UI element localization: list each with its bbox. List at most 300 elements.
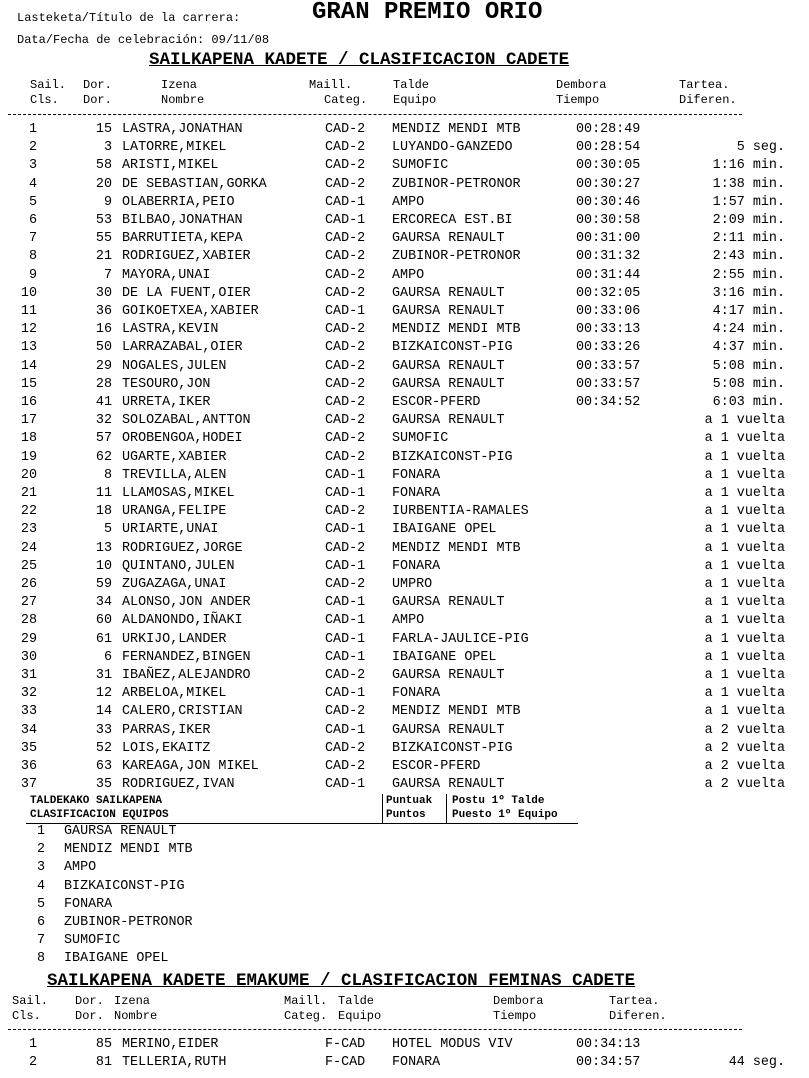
category-cell: CAD-1 [325,631,366,647]
team-cell: MENDIZ MENDI MTB [392,122,521,137]
gap-cell: a 1 vuelta [704,595,785,611]
table-row [0,668,809,686]
table-row [0,377,809,395]
team-name: GAURSA RENAULT [64,824,177,839]
bib-cell: 9 [103,194,112,210]
gap-cell: a 1 vuelta [704,522,785,538]
team-cell: ESCOR-PFERD [392,759,481,774]
time-cell: 00:34:13 [576,1037,641,1052]
col-sail: Sail. [30,78,67,92]
position-cell: 23 [20,522,37,538]
team-cell: AMPO [392,613,425,629]
table-row [0,577,809,595]
position-cell: 30 [20,649,37,665]
position-cell: 35 [20,740,37,756]
table-row [0,431,809,449]
team-position: 2 [36,842,45,858]
name-cell: FERNANDEZ,BINGEN [122,649,251,665]
category-cell: CAD-2 [325,413,366,429]
col-dor: Dor. [83,78,112,92]
category-cell: CAD-1 [325,467,366,483]
bib-cell: 16 [95,322,112,338]
table-row [0,777,809,795]
race-date: Data/Fecha de celebración: 09/11/08 [17,33,270,47]
bib-cell: 60 [95,613,112,629]
team-cell: FONARA [392,467,441,483]
team-cell: MENDIZ MENDI MTB [392,704,521,720]
team-cell: UMPRO [392,577,433,592]
position-cell: 31 [20,668,37,683]
team-cell: GAURSA RENAULT [392,285,505,301]
name-cell: RODRIGUEZ,XABIER [122,249,251,265]
team-cell: FARLA-JAULICE-PIG [392,631,529,647]
category-cell: CAD-1 [325,194,366,210]
category-cell: CAD-1 [325,304,366,319]
position-cell: 18 [20,431,37,447]
category-cell: CAD-1 [325,558,366,574]
bib-cell: 58 [95,158,112,174]
category-cell: CAD-1 [325,522,366,538]
gap-cell: a 1 vuelta [704,649,785,665]
table-row [0,504,809,522]
category-cell: CAD-2 [325,759,366,774]
team-cell: GAURSA RENAULT [392,304,505,319]
team-name: SUMOFIC [64,933,121,949]
position-cell: 3 [28,158,37,174]
bib-cell: 11 [95,486,112,501]
team-cell: BIZKAICONST-PIG [392,740,513,756]
team-cell: HOTEL MODUS VIV [392,1037,513,1052]
bib-cell: 8 [103,467,112,483]
team-cell: MENDIZ MENDI MTB [392,322,521,338]
list-item [0,897,809,915]
table-row [0,595,809,613]
gap-cell: 5:08 min. [712,376,785,392]
bib-cell: 55 [95,231,112,247]
position-cell: 1 [28,122,37,137]
gap-cell: a 2 vuelta [704,740,785,756]
gap-cell: 2:09 min. [712,213,785,228]
team-cell: BIZKAICONST-PIG [392,340,513,356]
bib-cell: 14 [95,704,112,720]
teams-first-eu: Postu 1º Talde [452,795,545,807]
col-equipo: Equipo [393,93,437,107]
name-cell: LOIS,EKAITZ [122,740,211,756]
gap-cell: a 1 vuelta [704,668,785,683]
time-cell: 00:34:57 [576,1055,641,1071]
team-cell: ESCOR-PFERD [392,395,481,410]
position-cell: 10 [20,285,37,301]
name-cell: MAYORA,UNAI [122,267,211,283]
position-cell: 4 [28,176,37,192]
name-cell: LASTRA,KEVIN [122,322,219,338]
table-row [0,741,809,759]
bib-cell: 59 [95,577,112,592]
table-row [0,140,809,158]
bib-cell: 28 [95,376,112,392]
bib-cell: 10 [95,558,112,574]
team-cell: GAURSA RENAULT [392,668,505,683]
col-cls: Cls. [30,93,59,107]
table-row [0,613,809,631]
feminas-section-title: SAILKAPENA KADETE EMAKUME / CLASIFICACION FEMINAS CADETE [47,971,636,991]
bib-cell: 3 [103,140,112,156]
teams-col-divider-1 [382,794,383,823]
name-cell: ALDANONDO,IÑAKI [122,613,243,629]
gap-cell: 1:16 min. [712,158,785,174]
table-row [0,759,809,777]
category-cell: CAD-2 [325,285,366,301]
bib-cell: 20 [95,176,112,192]
team-position: 7 [36,933,45,949]
position-cell: 37 [20,777,37,793]
gap-cell: 4:37 min. [712,340,785,356]
table-row [0,195,809,213]
name-cell: LATORRE,MIKEL [122,140,227,156]
gap-cell: a 1 vuelta [704,631,785,647]
gap-cell: a 1 vuelta [704,613,785,629]
name-cell: ALONSO,JON ANDER [122,595,251,611]
gap-cell: a 2 vuelta [704,777,785,793]
name-cell: ARISTI,MIKEL [122,158,219,174]
name-cell: DE LA FUENT,OIER [122,285,251,301]
list-item [0,824,809,842]
table-row [0,450,809,468]
team-cell: IBAIGANE OPEL [392,522,497,538]
bib-cell: 21 [95,249,112,265]
category-cell: CAD-1 [325,595,366,611]
position-cell: 13 [20,340,37,356]
col-dor-es: Dor. [83,93,112,107]
position-cell: 32 [20,686,37,702]
team-cell: FONARA [392,1055,441,1071]
name-cell: LLAMOSAS,MIKEL [122,486,235,501]
bib-cell: 5 [103,522,112,538]
bib-cell: 53 [95,213,112,228]
position-cell: 6 [28,213,37,228]
gap-cell: a 1 vuelta [704,467,785,483]
position-cell: 9 [28,267,37,283]
category-cell: CAD-1 [325,486,366,501]
category-cell: CAD-1 [325,613,366,629]
team-cell: SUMOFIC [392,158,449,174]
team-position: 4 [36,878,45,894]
col-categ: Categ. [324,93,368,107]
fem-col-diferen: Diferen. [609,1009,667,1023]
fem-col-dor: Dor. [75,994,104,1008]
category-cell: CAD-1 [325,686,366,702]
cadete-header-divider [8,114,742,115]
team-cell: GAURSA RENAULT [392,777,505,793]
category-cell: CAD-2 [325,704,366,720]
name-cell: KAREAGA,JON MIKEL [122,759,259,774]
cadete-section-title: SAILKAPENA KADETE / CLASIFICACION CADETE [149,50,570,70]
gap-cell: a 1 vuelta [704,540,785,556]
fem-col-izena: Izena [114,994,151,1008]
team-cell: ERCORECA EST.BI [392,213,513,228]
col-talde: Talde [393,78,430,92]
table-row [0,158,809,176]
fem-col-talde: Talde [338,994,375,1008]
table-row [0,486,809,504]
team-position: 8 [36,951,45,967]
time-cell: 00:33:06 [576,304,641,319]
category-cell: CAD-2 [325,267,366,283]
position-cell: 24 [20,540,37,556]
gap-cell: 1:57 min. [712,194,785,210]
time-cell: 00:28:49 [576,122,641,137]
fem-col-categ: Categ. [284,1009,328,1023]
gap-cell: a 1 vuelta [704,558,785,574]
gap-cell: a 1 vuelta [704,504,785,520]
gap-cell: a 2 vuelta [704,759,785,774]
list-item [0,860,809,878]
table-row [0,686,809,704]
bib-cell: 15 [95,122,112,137]
table-row [0,723,809,741]
category-cell: CAD-1 [325,213,366,228]
time-cell: 00:30:05 [576,158,641,174]
team-cell: MENDIZ MENDI MTB [392,540,521,556]
team-position: 5 [36,896,45,912]
name-cell: BILBAO,JONATHAN [122,213,243,228]
time-cell: 00:30:58 [576,213,641,228]
bib-cell: 61 [95,631,112,647]
bib-cell: 33 [95,722,112,738]
position-cell: 29 [20,631,37,647]
name-cell: LASTRA,JONATHAN [122,122,243,137]
race-name: GRAN PREMIO ORIO [312,0,543,26]
name-cell: URKIJO,LANDER [122,631,227,647]
team-cell: AMPO [392,194,425,210]
gap-cell: a 1 vuelta [704,449,785,465]
category-cell: CAD-2 [325,449,366,465]
name-cell: UGARTE,XABIER [122,449,227,465]
col-tartea: Tartea. [679,78,730,92]
name-cell: DE SEBASTIAN,GORKA [122,176,267,192]
category-cell: CAD-2 [325,577,366,592]
position-cell: 5 [28,194,37,210]
name-cell: GOIKOETXEA,XABIER [122,304,259,319]
time-cell: 00:33:13 [576,322,641,338]
name-cell: BARRUTIETA,KEPA [122,231,243,247]
teams-title-eu: TALDEKAKO SAILKAPENA [30,795,163,807]
bib-cell: 36 [95,304,112,319]
category-cell: CAD-2 [325,231,366,247]
bib-cell: 29 [95,358,112,374]
position-cell: 19 [20,449,37,465]
category-cell: CAD-2 [325,358,366,374]
bib-cell: 85 [95,1037,112,1052]
name-cell: IBAÑEZ,ALEJANDRO [122,668,251,683]
table-row [0,650,809,668]
name-cell: RODRIGUEZ,IVAN [122,777,235,793]
col-dembora: Dembora [556,78,607,92]
team-cell: SUMOFIC [392,431,449,447]
name-cell: RODRIGUEZ,JORGE [122,540,243,556]
time-cell: 00:30:46 [576,194,641,210]
fem-col-nombre: Nombre [114,1009,158,1023]
bib-cell: 32 [95,413,112,429]
team-name: MENDIZ MENDI MTB [64,842,193,858]
time-cell: 00:33:26 [576,340,641,356]
team-cell: ZUBINOR-PETRONOR [392,249,521,265]
position-cell: 17 [20,413,37,429]
teams-points-eu: Puntuak [386,795,433,807]
table-row [0,1037,809,1055]
col-maill: Maill. [309,78,353,92]
table-row [0,395,809,413]
table-row [0,413,809,431]
gap-cell: 1:38 min. [712,176,785,192]
team-cell: FONARA [392,486,441,501]
table-row [0,340,809,358]
feminas-header-divider [8,1029,742,1030]
col-diferen: Diferen. [679,93,737,107]
position-cell: 28 [20,613,37,629]
table-row [0,632,809,650]
team-cell: IBAIGANE OPEL [392,649,497,665]
col-nombre: Nombre [161,93,205,107]
teams-points-es: Puntos [386,809,426,821]
name-cell: URANGA,FELIPE [122,504,227,520]
position-cell: 21 [20,486,37,501]
race-title-label: Lasteketa/Título de la carrera: [17,11,241,25]
team-name: FONARA [64,896,113,912]
table-row [0,286,809,304]
list-item [0,842,809,860]
table-row [0,177,809,195]
team-cell: GAURSA RENAULT [392,595,505,611]
bib-cell: 52 [95,740,112,756]
gap-cell: 44 seg. [728,1055,785,1071]
category-cell: CAD-2 [325,322,366,338]
team-cell: GAURSA RENAULT [392,376,505,392]
table-row [0,122,809,140]
table-row [0,704,809,722]
category-cell: CAD-1 [325,649,366,665]
team-cell: FONARA [392,686,441,702]
table-row [0,304,809,322]
bib-cell: 13 [95,540,112,556]
category-cell: CAD-2 [325,540,366,556]
table-row [0,231,809,249]
position-cell: 22 [20,504,37,520]
bib-cell: 6 [103,649,112,665]
team-name: BIZKAICONST-PIG [64,878,185,894]
bib-cell: 12 [95,686,112,702]
fem-col-tiempo: Tiempo [493,1009,537,1023]
category-cell: CAD-2 [325,431,366,447]
team-cell: AMPO [392,267,425,283]
team-cell: IURBENTIA-RAMALES [392,504,529,520]
bib-cell: 18 [95,504,112,520]
category-cell: F-CAD [325,1055,366,1071]
table-row [0,213,809,231]
name-cell: TESOURO,JON [122,376,211,392]
fem-col-maill: Maill. [284,994,328,1008]
gap-cell: 2:55 min. [712,267,785,283]
bib-cell: 30 [95,285,112,301]
position-cell: 20 [20,467,37,483]
team-position: 1 [36,824,45,839]
fem-col-cls: Cls. [12,1009,41,1023]
gap-cell: 5 seg. [736,140,785,156]
time-cell: 00:30:27 [576,176,641,192]
col-tiempo: Tiempo [556,93,600,107]
gap-cell: a 1 vuelta [704,486,785,501]
bib-cell: 7 [103,267,112,283]
name-cell: ZUGAZAGA,UNAI [122,577,227,592]
team-name: IBAIGANE OPEL [64,951,169,967]
category-cell: F-CAD [325,1037,366,1052]
category-cell: CAD-2 [325,140,366,156]
teams-title-es: CLASIFICACION EQUIPOS [30,809,169,821]
team-cell: GAURSA RENAULT [392,231,505,247]
name-cell: URIARTE,UNAI [122,522,219,538]
position-cell: 2 [28,140,37,156]
category-cell: CAD-2 [325,504,366,520]
position-cell: 2 [28,1055,37,1071]
team-position: 3 [36,860,45,876]
name-cell: LARRAZABAL,OIER [122,340,243,356]
position-cell: 33 [20,704,37,720]
team-cell: BIZKAICONST-PIG [392,449,513,465]
team-name: AMPO [64,860,97,876]
category-cell: CAD-2 [325,740,366,756]
bib-cell: 62 [95,449,112,465]
gap-cell: a 2 vuelta [704,722,785,738]
category-cell: CAD-2 [325,176,366,192]
table-row [0,468,809,486]
table-row [0,322,809,340]
bib-cell: 34 [95,595,112,611]
name-cell: OLABERRIA,PEIO [122,194,235,210]
name-cell: SOLOZABAL,ANTTON [122,413,251,429]
col-izena: Izena [161,78,198,92]
table-row [0,541,809,559]
time-cell: 00:31:44 [576,267,641,283]
category-cell: CAD-1 [325,777,366,793]
position-cell: 26 [20,577,37,592]
bib-cell: 81 [95,1055,112,1071]
table-row [0,268,809,286]
name-cell: MERINO,EIDER [122,1037,219,1052]
bib-cell: 35 [95,777,112,793]
name-cell: OROBENGOA,HODEI [122,431,243,447]
teams-first-es: Puesto 1º Equipo [452,809,558,821]
table-row [0,522,809,540]
name-cell: PARRAS,IKER [122,722,211,738]
team-cell: LUYANDO-GANZEDO [392,140,513,156]
time-cell: 00:33:57 [576,376,641,392]
gap-cell: 5:08 min. [712,358,785,374]
position-cell: 16 [20,395,37,410]
team-cell: ZUBINOR-PETRONOR [392,176,521,192]
gap-cell: a 1 vuelta [704,686,785,702]
category-cell: CAD-2 [325,668,366,683]
fem-col-dor-es: Dor. [75,1009,104,1023]
gap-cell: 6:03 min. [712,395,785,410]
table-row [0,249,809,267]
category-cell: CAD-1 [325,722,366,738]
position-cell: 34 [20,722,37,738]
position-cell: 1 [28,1037,37,1052]
bib-cell: 41 [95,395,112,410]
position-cell: 36 [20,759,37,774]
team-cell: GAURSA RENAULT [392,722,505,738]
position-cell: 11 [20,304,37,319]
